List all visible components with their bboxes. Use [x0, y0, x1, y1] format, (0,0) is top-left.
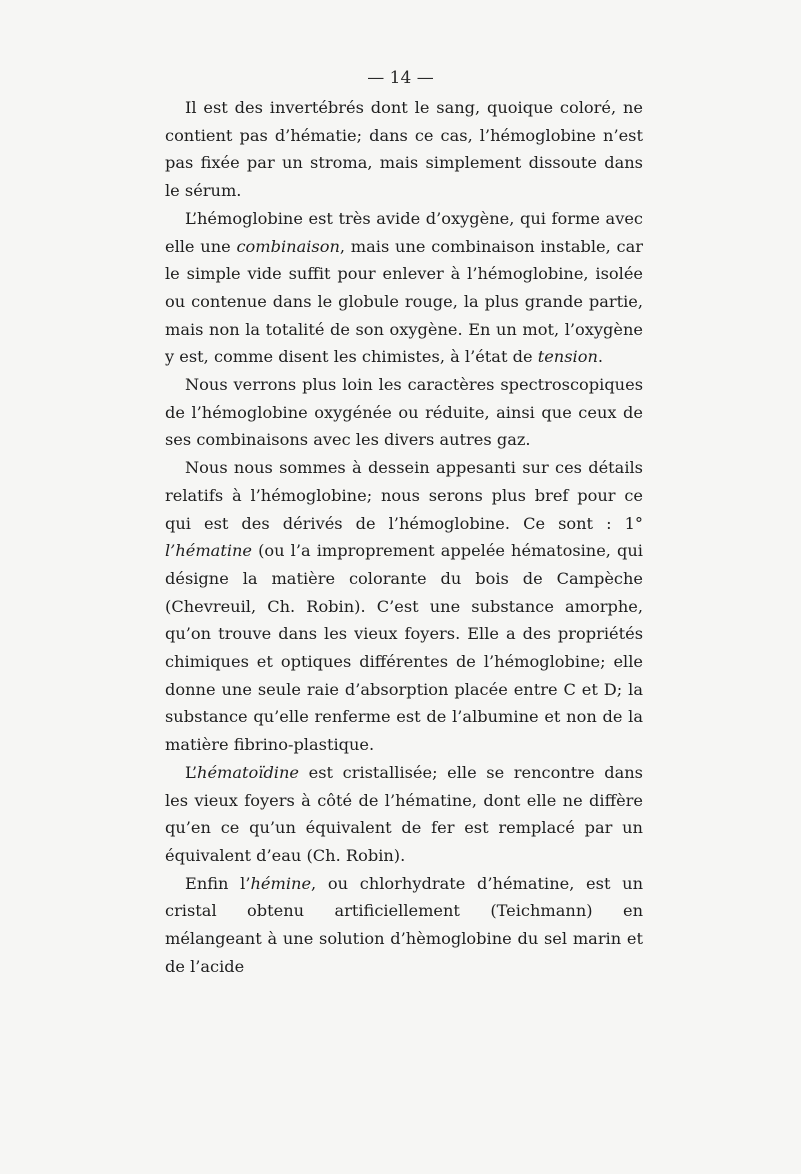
text-run: Nous verrons plus loin les caractères spectroscopiques de l’hémoglobine oxygénée ou réduite, ainsi que ceux de ses combinaisons avec les divers autres gaz. — [165, 375, 643, 450]
text-run: L’hémoglobine est très avide d’oxygène, qui forme avec elle une — [165, 208, 643, 256]
text-run: . — [597, 347, 604, 367]
paragraph — [165, 94, 643, 205]
paragraph — [165, 454, 643, 759]
italic-term: hématoïdine — [197, 762, 299, 782]
paragraph — [165, 371, 643, 454]
text-run: est cristallisée; elle se rencontre dans les vieux foyers à côté de l’hématine, dont elle ne diffère qu’en ce qu’un équivalent de fer est remplacé par un équivalent d’eau (Ch. Robin). — [165, 762, 643, 865]
text-run: (ou l’a improprement appelée hématosine, qui désigne la matière colorante du bois de Campèche (Chevreuil, Ch. Robin). C’est une substance amorphe, qu’on trouve dans les vieux foyers. Elle a des propriétés chimiques et optiques différentes de l’hémoglobine; elle donne une seule raie d’absorption placée entre C et D; la substance qu’elle renferme est de l’albumine et non de la matière fibrino-plastique. — [165, 541, 643, 755]
body-text — [165, 94, 643, 981]
text-run: L’ — [185, 762, 198, 782]
paragraph — [165, 205, 643, 371]
text-run: , mais une combinaison instable, car le simple vide suffit pour enlever à l’hémoglobine, isolée ou contenue dans le globule rouge, la plus grande partie, mais non la totalité de son oxygène. En un mot, l’oxygène y est, comme disent les chimistes, à l’état de — [165, 236, 643, 367]
text-run: Il est des invertébrés dont le sang, quoique coloré, ne contient pas d’hématie; dans ce cas, l’hémoglobine n’est pas fixée par un stroma, mais simplement dissoute dans le sérum. — [165, 98, 643, 201]
text-run: , ou chlorhydrate d’hématine, est un cristal obtenu artificiellement (Teichmann) en mélangeant à une solution d’hèmoglobine du sel marin et de l’acide — [165, 873, 643, 976]
italic-term: hémine — [250, 873, 312, 893]
page-number: — 14 — — [367, 68, 434, 88]
italic-term: l’hématine — [165, 541, 253, 561]
text-run: Enfin l’ — [185, 873, 251, 893]
italic-term: tension — [537, 347, 598, 367]
italic-term: combinaison — [236, 236, 340, 256]
paragraph — [165, 759, 643, 870]
text-run: Nous nous sommes à dessein appesanti sur ces détails relatifs à l’hémoglobine; nous serons plus bref pour ce qui est des dérivés de l’hémoglobine. Ce sont : 1° — [165, 458, 643, 533]
paragraph — [165, 870, 643, 981]
